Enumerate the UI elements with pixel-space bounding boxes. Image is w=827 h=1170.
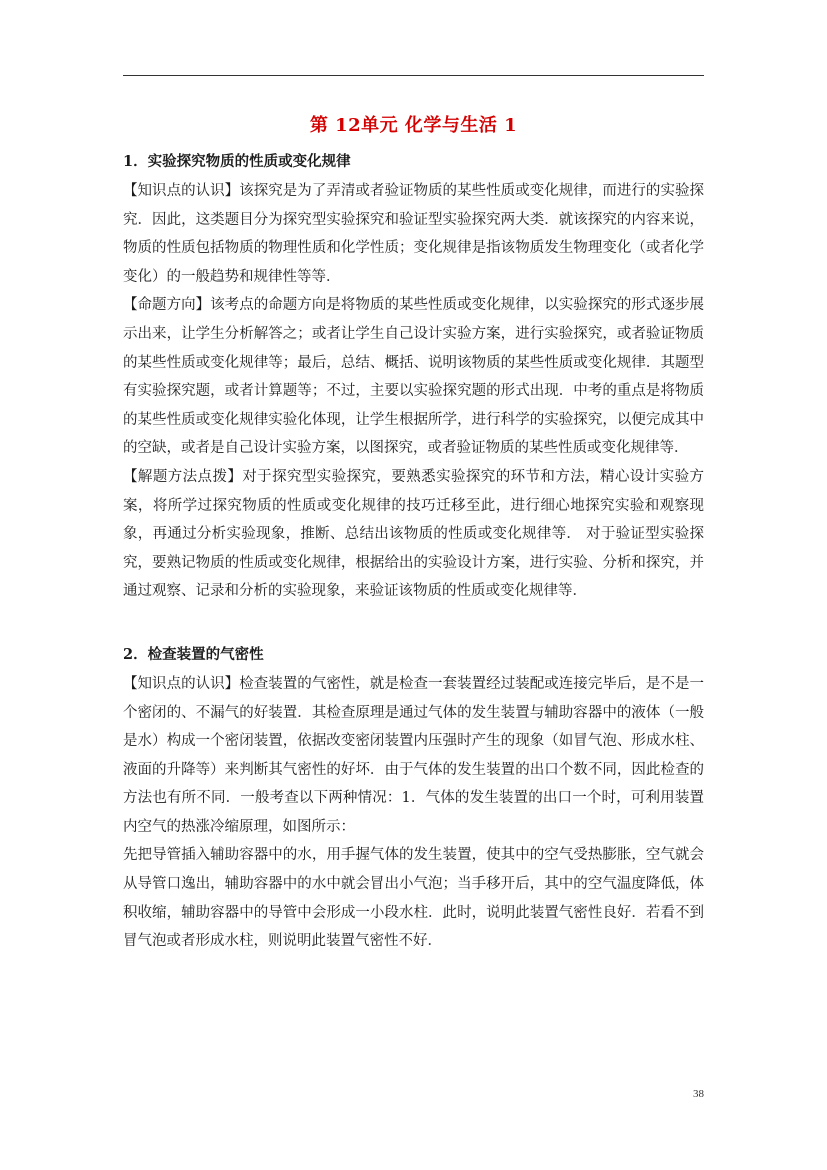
section-heading: 2．检查装置的气密性 (123, 645, 264, 663)
section-1 (123, 147, 704, 606)
header-rule (123, 75, 704, 76)
page-title: 第 12单元 化学与生活 1 (309, 115, 518, 136)
paragraph-knowledge: 【知识点的认识】该探究是为了弄清或者验证物质的某些性质或变化规律，而进行的实验探究．因此，这类题目分为探究型实验探究和验证型实验探究两大类．就该探究的内容来说，物质的性质包括物质的物理性质和化学性质；变化规律是指该物质发生物理变化（或者化学变化）的一般趋势和规律性等等． (123, 183, 704, 285)
paragraph-procedure: 先把导管插入辅助容器中的水，用手握气体的发生装置，使其中的空气受热膨胀，空气就会从导管口逸出，辅助容器中的水中就会冒出小气泡；当手移开后，其中的空气温度降低，体积收缩，辅助容器中的导管中会形成一小段水柱．此时，说明此装置气密性良好．若看不到冒气泡或者形成水柱，则说明此装置气密性不好． (123, 847, 704, 950)
section-2 (123, 640, 704, 956)
page-number: 38 (693, 1088, 704, 1100)
document-body (123, 147, 704, 956)
paragraph-method: 【解题方法点拨】对于探究型实验探究，要熟悉实验探究的环节和方法，精心设计实验方案，将所学过探究物质的性质或变化规律的技巧迁移至此，进行细心地探究实验和观察现象，再通过分析实验现象，推断、总结出该物质的性质或变化规律等． 对于验证型实验探究，要熟记物质的性质或变化规律，根据给出的实验设计方案，进行实验、分析和探究，并通过观察、记录和分析的实验现象，来验证该物质的性质或变化规律等． (123, 468, 704, 600)
paragraph-direction: 【命题方向】该考点的命题方向是将物质的某些性质或变化规律，以实验探究的形式逐步展示出来，让学生分析解答之；或者让学生自己设计实验方案，进行实验探究，或者验证物质的某些性质或变化规律等；最后，总结、概括、说明该物质的某些性质或变化规律．其题型有实验探究题，或者计算题等；不过，主要以实验探究题的形式出现．中考的重点是将物质的某些性质或变化规律实验化体现，让学生根据所学，进行科学的实验探究，以便完成其中的空缺，或者是自己设计实验方案，以图探究，或者验证物质的某些性质或变化规律等． (123, 297, 704, 457)
section-heading: 1．实验探究物质的性质或变化规律 (123, 153, 351, 170)
paragraph-knowledge: 【知识点的认识】检查装置的气密性，就是检查一套装置经过装配或连接完毕后，是不是一个密闭的、不漏气的好装置．其检查原理是通过气体的发生装置与辅助容器中的液体（一般是水）构成一个密闭装置，依据改变密闭装置内压强时产生的现象（如冒气泡、形成水柱、液面的升降等）来判断其气密性的好坏．由于气体的发生装置的出口个数不同，因此检查的方法也有所不同．一般考查以下两种情况：1．气体的发生装置的出口一个时，可利用装置内空气的热涨冷缩原理，如图所示： (123, 675, 704, 835)
